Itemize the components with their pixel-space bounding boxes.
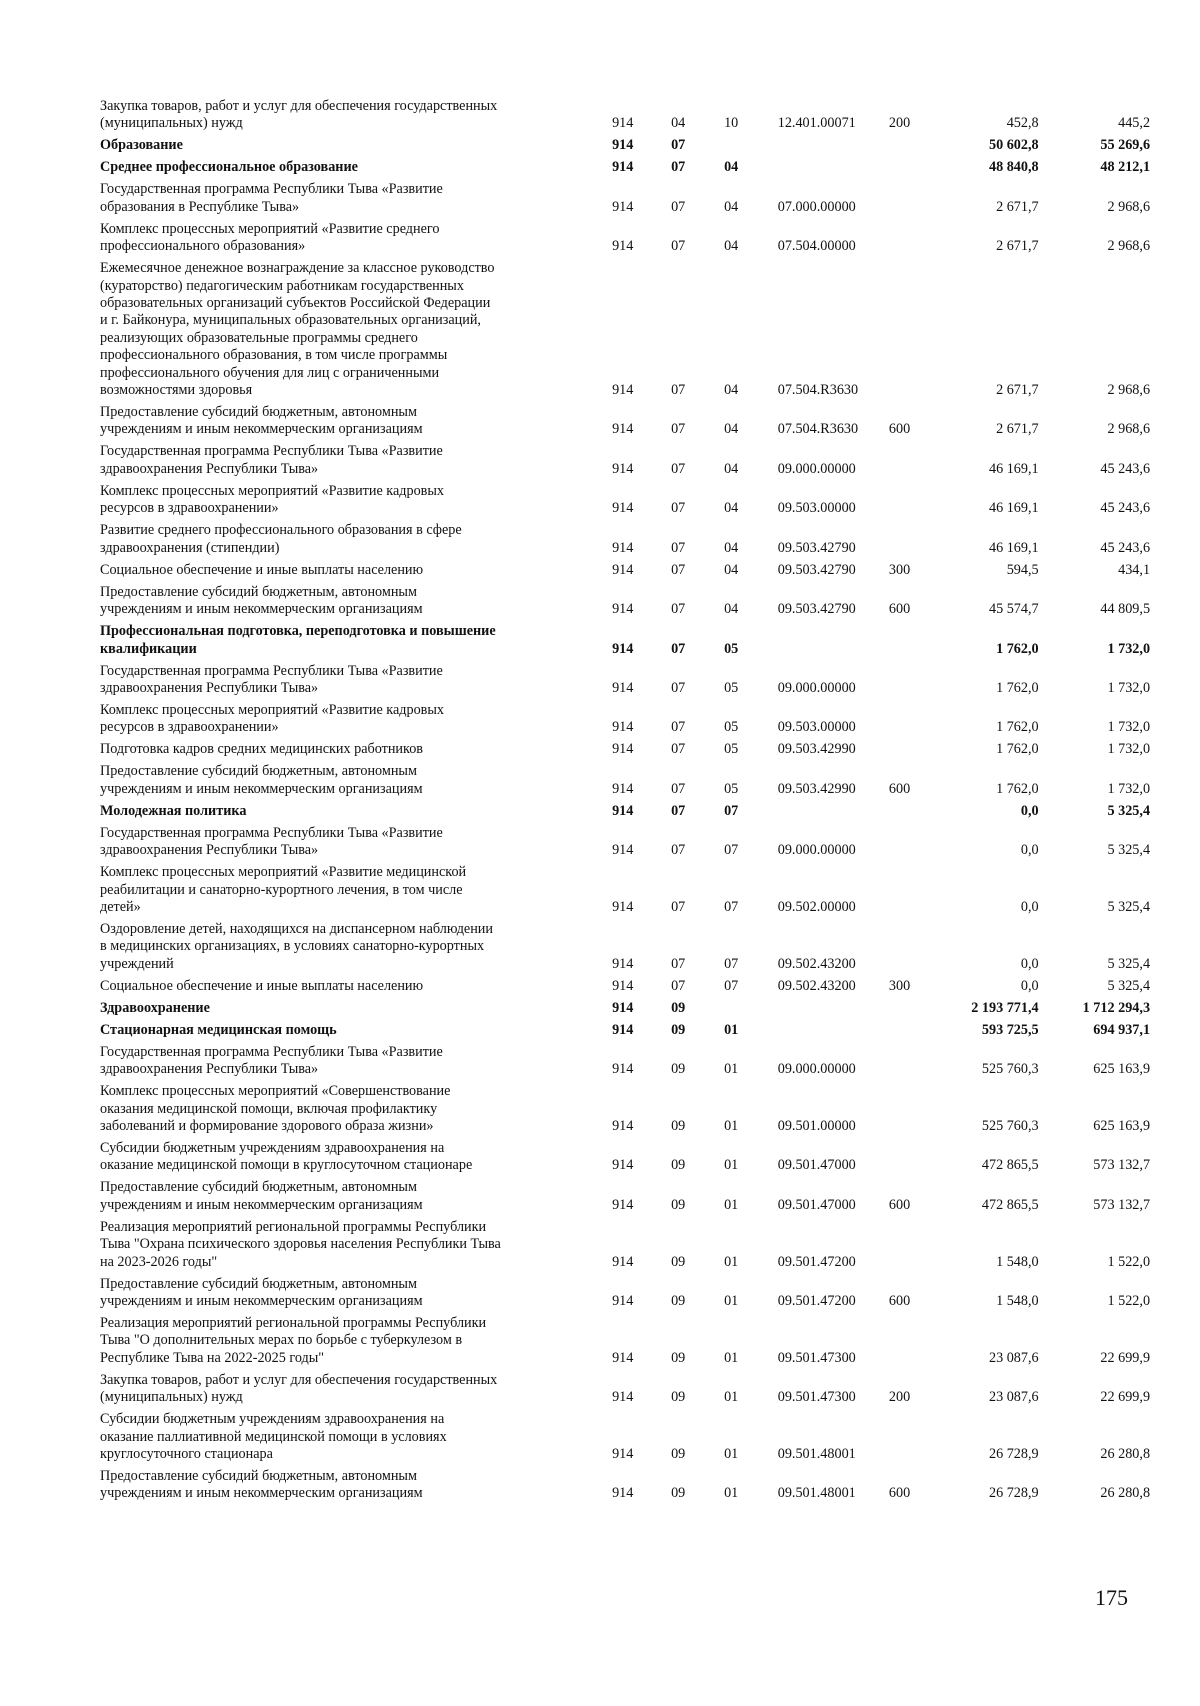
col-grbs: 914 xyxy=(612,460,634,477)
row-name: Профессиональная подготовка, переподготовка и повышение квалификации xyxy=(100,623,496,657)
col-amount-1: 2 671,7 xyxy=(996,198,1039,215)
col-target-article: 09.000.00000 xyxy=(777,842,856,859)
col-section: 07 xyxy=(671,159,686,176)
col-section: 09 xyxy=(671,1293,686,1309)
table-row xyxy=(100,1044,1150,1079)
col-amount-1: 0,0 xyxy=(1020,977,1039,994)
col-expense-type: 600 xyxy=(888,1293,911,1309)
col-amount-1: 50 602,8 xyxy=(988,137,1039,154)
col-section: 07 xyxy=(671,382,686,399)
col-section: 09 xyxy=(671,1021,686,1038)
col-amount-2: 5 325,4 xyxy=(1107,955,1151,972)
col-target-article: 09.503.42990 xyxy=(777,741,856,758)
table-row xyxy=(100,181,1150,216)
col-subsection: 01 xyxy=(724,1196,739,1213)
col-amount-2: 2 968,6 xyxy=(1107,421,1151,438)
row-name: Предоставление субсидий бюджетным, автономным учреждениям и иным некоммерческим организациям xyxy=(100,404,423,438)
col-subsection: 01 xyxy=(724,1061,739,1078)
col-section: 09 xyxy=(671,1446,686,1463)
col-amount-1: 1 762,0 xyxy=(996,741,1039,758)
table-row xyxy=(100,702,1150,737)
col-subsection: 05 xyxy=(724,719,739,736)
table-row xyxy=(100,1219,1150,1271)
col-subsection: 04 xyxy=(724,159,739,176)
col-section: 07 xyxy=(671,137,686,154)
col-subsection: 01 xyxy=(724,1117,739,1134)
col-grbs: 914 xyxy=(612,1485,634,1502)
col-target-article: 09.501.47000 xyxy=(777,1157,856,1174)
table-row xyxy=(100,1022,1150,1039)
col-grbs: 914 xyxy=(612,780,634,797)
col-subsection: 01 xyxy=(724,1253,739,1270)
col-target-article: 09.502.43200 xyxy=(777,955,856,972)
col-section: 07 xyxy=(671,198,686,215)
col-subsection: 04 xyxy=(724,539,739,556)
table-row xyxy=(100,159,1150,176)
col-subsection: 07 xyxy=(724,955,739,972)
row-name: Комплекс процессных мероприятий «Совершенствование оказания медицинской помощи, включая профилактику заболеваний и формирование здорового образа жизни» xyxy=(100,1083,451,1134)
col-grbs: 914 xyxy=(612,382,634,399)
col-grbs: 914 xyxy=(612,137,634,154)
col-expense-type: 600 xyxy=(888,780,911,797)
table-row xyxy=(100,562,1150,579)
col-subsection: 07 xyxy=(724,898,739,915)
row-name: Государственная программа Республики Тыва «Развитие здравоохранения Республики Тыва» xyxy=(100,1043,443,1078)
col-amount-1: 2 671,7 xyxy=(996,421,1039,438)
col-subsection: 04 xyxy=(724,460,739,477)
row-name: Социальное обеспечение и иные выплаты населению xyxy=(100,561,424,578)
col-amount-1: 472 865,5 xyxy=(981,1196,1039,1213)
col-amount-1: 2 193 771,4 xyxy=(971,999,1039,1016)
col-amount-2: 445,2 xyxy=(1118,115,1151,132)
col-grbs: 914 xyxy=(612,1021,634,1038)
col-amount-1: 525 760,3 xyxy=(981,1117,1039,1134)
col-subsection: 01 xyxy=(724,1293,739,1309)
table-row xyxy=(100,741,1150,758)
table-row xyxy=(100,98,1150,133)
col-amount-2: 1 732,0 xyxy=(1107,640,1151,657)
col-expense-type: 200 xyxy=(888,115,911,132)
table-row xyxy=(100,825,1150,860)
table-row xyxy=(100,522,1150,557)
col-amount-2: 625 163,9 xyxy=(1093,1061,1151,1078)
col-subsection: 01 xyxy=(724,1021,739,1038)
col-subsection: 07 xyxy=(724,842,739,859)
row-name: Предоставление субсидий бюджетным, автономным учреждениям и иным некоммерческим организациям xyxy=(100,1468,423,1502)
col-amount-1: 0,0 xyxy=(1020,898,1039,915)
col-amount-2: 2 968,6 xyxy=(1107,382,1151,399)
col-grbs: 914 xyxy=(612,1293,634,1309)
col-grbs: 914 xyxy=(612,159,634,176)
table-row xyxy=(100,921,1150,973)
col-section: 09 xyxy=(671,1485,686,1502)
col-subsection: 10 xyxy=(724,115,739,132)
row-name: Оздоровление детей, находящихся на диспансерном наблюдении в медицинских организациях, в условиях санаторно-курортных учреждений xyxy=(100,920,493,972)
col-target-article: 09.000.00000 xyxy=(777,679,856,696)
col-amount-1: 23 087,6 xyxy=(988,1349,1039,1366)
col-amount-1: 26 728,9 xyxy=(988,1446,1039,1463)
col-target-article: 09.501.48001 xyxy=(777,1446,856,1463)
col-amount-2: 434,1 xyxy=(1118,561,1151,578)
col-grbs: 914 xyxy=(612,640,634,657)
col-subsection: 04 xyxy=(724,500,739,517)
col-amount-1: 0,0 xyxy=(1020,842,1039,859)
col-grbs: 914 xyxy=(612,977,634,994)
col-target-article: 09.503.42790 xyxy=(777,561,856,578)
col-target-article: 07.504.00000 xyxy=(777,238,856,255)
col-grbs: 914 xyxy=(612,198,634,215)
row-name: Подготовка кадров средних медицинских работников xyxy=(100,741,423,758)
table-row xyxy=(100,221,1150,256)
col-amount-2: 625 163,9 xyxy=(1093,1117,1151,1134)
col-section: 07 xyxy=(671,679,686,696)
row-name: Государственная программа Республики Тыва «Развитие здравоохранения Республики Тыва» xyxy=(100,662,443,696)
col-section: 07 xyxy=(671,780,686,797)
col-amount-2: 22 699,9 xyxy=(1100,1389,1151,1406)
col-amount-1: 0,0 xyxy=(1020,802,1039,819)
table-row xyxy=(100,137,1150,154)
col-section: 07 xyxy=(671,561,686,578)
col-amount-1: 0,0 xyxy=(1020,955,1039,972)
table-row xyxy=(100,1000,1150,1017)
col-grbs: 914 xyxy=(612,679,634,696)
col-grbs: 914 xyxy=(612,898,634,915)
col-amount-1: 2 671,7 xyxy=(996,382,1039,399)
col-amount-2: 694 937,1 xyxy=(1093,1021,1151,1038)
col-target-article: 09.501.48001 xyxy=(777,1485,856,1502)
col-amount-2: 26 280,8 xyxy=(1100,1485,1151,1502)
col-amount-2: 1 732,0 xyxy=(1107,679,1151,696)
col-amount-2: 1 522,0 xyxy=(1107,1253,1151,1270)
row-name: Реализация мероприятий региональной программы Республики Тыва "О дополнительных мерах по борьбе с туберкулезом в Республике Тыва на 2022-2025 годы" xyxy=(100,1315,487,1366)
row-name: Государственная программа Республики Тыва «Развитие здравоохранения Республики Тыва» xyxy=(100,443,443,477)
col-target-article: 09.502.43200 xyxy=(777,977,856,994)
row-name: Комплекс процессных мероприятий «Развитие кадровых ресурсов в здравоохранении» xyxy=(100,701,445,736)
table-row xyxy=(100,864,1150,916)
col-target-article: 07.504.R3630 xyxy=(777,382,859,399)
col-subsection: 01 xyxy=(724,1389,739,1406)
col-target-article: 07.000.00000 xyxy=(777,198,856,215)
col-expense-type: 600 xyxy=(888,601,911,618)
table-row xyxy=(100,404,1150,439)
col-amount-2: 55 269,6 xyxy=(1100,137,1151,154)
col-amount-2: 5 325,4 xyxy=(1107,802,1151,819)
col-target-article: 09.000.00000 xyxy=(777,1061,856,1078)
col-section: 09 xyxy=(671,1389,686,1406)
col-expense-type: 600 xyxy=(888,1196,911,1213)
col-subsection: 04 xyxy=(724,561,739,578)
table-row xyxy=(100,584,1150,619)
col-subsection: 05 xyxy=(724,741,739,758)
col-subsection: 07 xyxy=(724,977,739,994)
row-name: Образование xyxy=(100,137,183,154)
col-amount-2: 1 522,0 xyxy=(1107,1293,1151,1309)
table-row xyxy=(100,803,1150,820)
col-expense-type: 600 xyxy=(888,421,911,438)
row-name: Ежемесячное денежное вознаграждение за классное руководство (кураторство) педагогическим работникам государственных образовательных организаций субъектов Российской Федерации и г. Байконура, муниципальных образовательных организаций, реализующих образовательные программы среднего профессионального образования, в том числе программы профессионального обучения для лиц с ограниченными возможностями здоровья xyxy=(100,260,495,399)
col-amount-2: 573 132,7 xyxy=(1093,1196,1151,1213)
col-amount-2: 2 968,6 xyxy=(1107,238,1151,255)
col-grbs: 914 xyxy=(612,955,634,972)
col-amount-2: 2 968,6 xyxy=(1107,198,1151,215)
col-amount-2: 1 712 294,3 xyxy=(1082,999,1151,1016)
row-name: Предоставление субсидий бюджетным, автономным учреждениям и иным некоммерческим организациям xyxy=(100,1275,423,1309)
col-subsection: 01 xyxy=(724,1485,739,1502)
row-name: Субсидии бюджетным учреждениям здравоохранения на оказание медицинской помощи в круглосуточном стационаре xyxy=(100,1139,473,1174)
row-name: Субсидии бюджетным учреждениям здравоохранения на оказание паллиативной медицинской помощи в условиях круглосуточного стационара xyxy=(100,1411,447,1463)
table-row xyxy=(100,1315,1150,1367)
col-section: 07 xyxy=(671,238,686,255)
col-grbs: 914 xyxy=(612,1196,634,1213)
col-amount-1: 45 574,7 xyxy=(988,601,1039,618)
col-target-article: 09.503.42990 xyxy=(777,780,856,797)
col-subsection: 01 xyxy=(724,1157,739,1174)
col-grbs: 914 xyxy=(612,115,634,132)
col-grbs: 914 xyxy=(612,1061,634,1078)
col-target-article: 09.503.42790 xyxy=(777,601,856,618)
col-target-article: 09.503.00000 xyxy=(777,719,856,736)
table-row xyxy=(100,663,1150,698)
col-grbs: 914 xyxy=(612,999,634,1016)
col-grbs: 914 xyxy=(612,561,634,578)
col-amount-1: 2 671,7 xyxy=(996,238,1039,255)
row-name: Государственная программа Республики Тыва «Развитие здравоохранения Республики Тыва» xyxy=(100,824,443,859)
row-name: Социальное обеспечение и иные выплаты населению xyxy=(100,977,424,994)
col-subsection: 04 xyxy=(724,382,739,399)
table-row xyxy=(100,1372,1150,1407)
col-amount-1: 594,5 xyxy=(1006,561,1039,578)
col-section: 07 xyxy=(671,977,686,994)
table-row xyxy=(100,483,1150,518)
col-target-article: 09.501.47200 xyxy=(777,1293,856,1309)
col-section: 09 xyxy=(671,999,686,1016)
col-subsection: 04 xyxy=(724,238,739,255)
col-subsection: 01 xyxy=(724,1349,739,1366)
col-amount-1: 46 169,1 xyxy=(988,500,1039,517)
row-name: Среднее профессиональное образование xyxy=(100,159,358,176)
col-amount-1: 593 725,5 xyxy=(981,1021,1039,1038)
col-section: 07 xyxy=(671,741,686,758)
col-target-article: 09.503.42790 xyxy=(777,539,856,556)
col-section: 07 xyxy=(671,898,686,915)
row-name: Развитие среднего профессионального образования в сфере здравоохранения (стипендии) xyxy=(100,522,462,556)
col-amount-1: 452,8 xyxy=(1006,115,1039,132)
col-grbs: 914 xyxy=(612,802,634,819)
col-amount-2: 45 243,6 xyxy=(1100,539,1151,556)
table-row xyxy=(100,1411,1150,1463)
col-grbs: 914 xyxy=(612,842,634,859)
col-subsection: 05 xyxy=(724,640,739,657)
col-amount-2: 45 243,6 xyxy=(1100,500,1151,517)
col-grbs: 914 xyxy=(612,1349,634,1366)
row-name: Предоставление субсидий бюджетным, автономным учреждениям и иным некоммерческим организациям xyxy=(100,1179,423,1213)
table-row xyxy=(100,443,1150,478)
col-section: 07 xyxy=(671,802,686,819)
col-section: 07 xyxy=(671,601,686,618)
col-target-article: 09.501.47200 xyxy=(777,1253,856,1270)
col-amount-2: 1 732,0 xyxy=(1107,780,1151,797)
budget-table xyxy=(100,98,1150,1507)
col-grbs: 914 xyxy=(612,1117,634,1134)
col-section: 07 xyxy=(671,955,686,972)
table-row xyxy=(100,978,1150,995)
row-name: Предоставление субсидий бюджетным, автономным учреждениям и иным некоммерческим организациям xyxy=(100,763,423,797)
col-grbs: 914 xyxy=(612,601,634,618)
col-amount-1: 46 169,1 xyxy=(988,460,1039,477)
col-grbs: 914 xyxy=(612,238,634,255)
col-amount-1: 46 169,1 xyxy=(988,539,1039,556)
row-name: Государственная программа Республики Тыва «Развитие образования в Республике Тыва» xyxy=(100,181,443,215)
col-amount-1: 472 865,5 xyxy=(981,1157,1039,1174)
col-subsection: 05 xyxy=(724,780,739,797)
col-expense-type: 600 xyxy=(888,1485,911,1502)
col-grbs: 914 xyxy=(612,1446,634,1463)
col-expense-type: 300 xyxy=(888,977,911,994)
row-name: Закупка товаров, работ и услуг для обеспечения государственных (муниципальных) нужд xyxy=(100,1371,498,1406)
col-amount-2: 26 280,8 xyxy=(1100,1446,1151,1463)
col-section: 09 xyxy=(671,1196,686,1213)
col-section: 07 xyxy=(671,842,686,859)
col-subsection: 01 xyxy=(724,1446,739,1463)
col-amount-1: 1 548,0 xyxy=(996,1253,1039,1270)
row-name: Стационарная медицинская помощь xyxy=(100,1021,337,1038)
col-section: 07 xyxy=(671,640,686,657)
table-row xyxy=(100,1083,1150,1135)
col-section: 09 xyxy=(671,1349,686,1366)
col-subsection: 05 xyxy=(724,679,739,696)
col-target-article: 09.501.00000 xyxy=(777,1117,856,1134)
col-grbs: 914 xyxy=(612,421,634,438)
row-name: Закупка товаров, работ и услуг для обеспечения государственных (муниципальных) нужд xyxy=(100,98,498,132)
col-grbs: 914 xyxy=(612,1389,634,1406)
col-section: 09 xyxy=(671,1157,686,1174)
col-expense-type: 200 xyxy=(888,1389,911,1406)
col-grbs: 914 xyxy=(612,1157,634,1174)
col-amount-2: 48 212,1 xyxy=(1100,159,1151,176)
col-subsection: 04 xyxy=(724,421,739,438)
col-amount-1: 48 840,8 xyxy=(988,159,1039,176)
col-section: 07 xyxy=(671,719,686,736)
row-name: Здравоохранение xyxy=(100,999,210,1016)
table-row xyxy=(100,623,1150,658)
col-amount-2: 45 243,6 xyxy=(1100,460,1151,477)
col-amount-1: 525 760,3 xyxy=(981,1061,1039,1078)
col-amount-1: 1 762,0 xyxy=(996,719,1039,736)
table-row xyxy=(100,763,1150,798)
col-amount-1: 1 762,0 xyxy=(996,780,1039,797)
col-amount-1: 1 762,0 xyxy=(996,679,1039,696)
col-expense-type: 300 xyxy=(888,561,911,578)
col-grbs: 914 xyxy=(612,539,634,556)
col-target-article: 09.501.47000 xyxy=(777,1196,856,1213)
table-row xyxy=(100,1140,1150,1175)
col-amount-2: 5 325,4 xyxy=(1107,898,1151,915)
page-number: 175 xyxy=(1095,1585,1128,1610)
table-row xyxy=(100,1468,1150,1503)
row-name: Комплекс процессных мероприятий «Развитие кадровых ресурсов в здравоохранении» xyxy=(100,482,445,517)
col-subsection: 04 xyxy=(724,198,739,215)
col-amount-2: 22 699,9 xyxy=(1100,1349,1151,1366)
col-section: 07 xyxy=(671,421,686,438)
col-grbs: 914 xyxy=(612,719,634,736)
col-grbs: 914 xyxy=(612,741,634,758)
col-target-article: 07.504.R3630 xyxy=(777,421,859,438)
row-name: Комплекс процессных мероприятий «Развитие медицинской реабилитации и санаторно-курортного лечения, в том числе детей» xyxy=(100,864,467,915)
col-amount-1: 1 548,0 xyxy=(996,1293,1039,1309)
col-amount-1: 26 728,9 xyxy=(988,1485,1039,1502)
table-row xyxy=(100,1276,1150,1311)
col-target-article: 09.501.47300 xyxy=(777,1389,856,1406)
col-section: 09 xyxy=(671,1061,686,1078)
col-section: 09 xyxy=(671,1117,686,1134)
col-target-article: 09.502.00000 xyxy=(777,898,856,915)
col-amount-2: 573 132,7 xyxy=(1093,1157,1151,1174)
col-target-article: 09.000.00000 xyxy=(777,460,856,477)
row-name: Молодежная политика xyxy=(100,802,247,819)
row-name: Реализация мероприятий региональной программы Республики Тыва "Охрана психического здоровья населения Республики Тыва на 2023-2026 годы" xyxy=(100,1218,501,1270)
col-section: 04 xyxy=(671,115,686,132)
col-target-article: 12.401.00071 xyxy=(777,115,856,132)
col-target-article: 09.503.00000 xyxy=(777,500,856,517)
col-grbs: 914 xyxy=(612,500,634,517)
col-amount-2: 44 809,5 xyxy=(1100,601,1151,618)
col-amount-2: 1 732,0 xyxy=(1107,741,1151,758)
col-grbs: 914 xyxy=(612,1253,634,1270)
row-name: Комплекс процессных мероприятий «Развитие среднего профессионального образования» xyxy=(100,220,440,255)
col-target-article: 09.501.47300 xyxy=(777,1349,856,1366)
col-section: 09 xyxy=(671,1253,686,1270)
col-subsection: 07 xyxy=(724,802,739,819)
table-row xyxy=(100,260,1150,399)
col-amount-2: 5 325,4 xyxy=(1107,842,1151,859)
col-section: 07 xyxy=(671,539,686,556)
col-subsection: 04 xyxy=(724,601,739,618)
col-amount-1: 1 762,0 xyxy=(996,640,1039,657)
col-section: 07 xyxy=(671,500,686,517)
table-row xyxy=(100,1179,1150,1214)
col-section: 07 xyxy=(671,460,686,477)
col-amount-2: 1 732,0 xyxy=(1107,719,1151,736)
col-amount-1: 23 087,6 xyxy=(988,1389,1039,1406)
row-name: Предоставление субсидий бюджетным, автономным учреждениям и иным некоммерческим организациям xyxy=(100,583,423,618)
col-amount-2: 5 325,4 xyxy=(1107,977,1151,994)
